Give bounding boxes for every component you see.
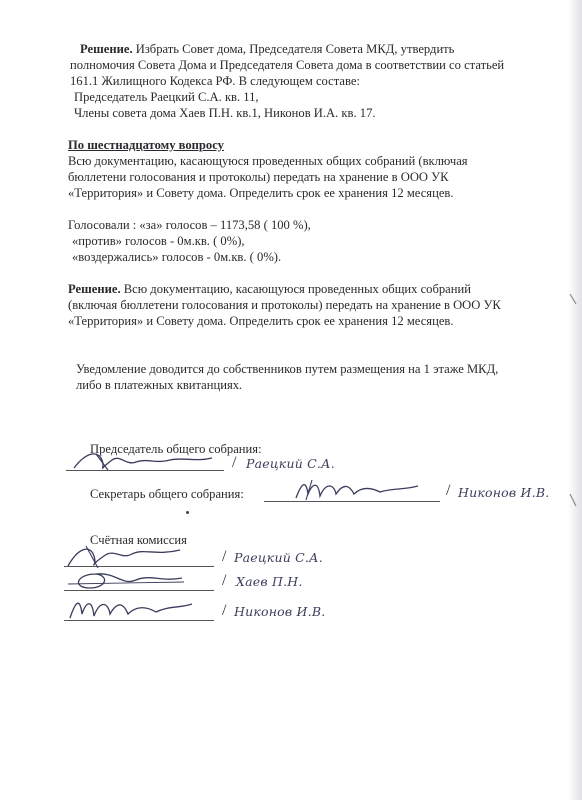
votes-for: Голосовали : «за» голосов – 1173,58 ( 100 %), bbox=[68, 218, 311, 232]
commission-member-2-name: Хаев П.Н. bbox=[236, 574, 303, 589]
resolution-text-1: Избрать Совет дома, Председателя Совета МКД, утвердить bbox=[132, 42, 455, 56]
commission-member-3-name: Никонов И.В. bbox=[234, 604, 326, 619]
secretary-separator: / bbox=[446, 482, 451, 499]
question16-heading: По шестнадцатому вопросу bbox=[68, 138, 224, 152]
commission-label: Счётная комиссия bbox=[90, 533, 187, 547]
question16-line-2: бюллетени голосования и протоколы) передать на хранение в ООО УК bbox=[68, 170, 449, 184]
commission-signature-3 bbox=[66, 594, 196, 622]
votes-abstained: «воздержались» голосов - 0м.кв. ( 0%). bbox=[72, 250, 282, 264]
punch-hole-icon bbox=[568, 492, 578, 508]
secretary-signature bbox=[292, 476, 422, 502]
resolution-label: Решение. bbox=[80, 42, 133, 56]
scan-mark-icon bbox=[568, 292, 578, 306]
ink-dot bbox=[186, 511, 189, 514]
commission-member-1-name: Раецкий С.А. bbox=[234, 550, 323, 565]
secretary-name-handwritten: Никонов И.В. bbox=[458, 485, 550, 500]
decision-line-2: (включая бюллетени голосования и протоколы) передать на хранение в ООО УК bbox=[68, 298, 501, 312]
chair-separator: / bbox=[232, 454, 237, 471]
decision-text-1: Всю документацию, касающуюся проведенных общих собраний bbox=[120, 282, 471, 296]
resolution-line-1 bbox=[80, 42, 454, 57]
resolution-line-4: Председатель Раецкий С.А. кв. 11, bbox=[74, 90, 259, 104]
votes-against: «против» голосов - 0м.кв. ( 0%), bbox=[72, 234, 245, 248]
chair-label: Председатель общего собрания: bbox=[90, 442, 262, 456]
resolution-line-5: Члены совета дома Хаев П.Н. кв.1, Никонов И.А. кв. 17. bbox=[74, 106, 376, 120]
commission-separator-3: / bbox=[222, 602, 227, 619]
commission-signature-2 bbox=[66, 566, 186, 594]
resolution-line-2: полномочия Совета Дома и Председателя Совета дома в соответствии со статьей bbox=[70, 58, 505, 72]
decision-line-1 bbox=[68, 282, 471, 297]
question16-line-3: «Территория» и Совету дома. Определить срок ее хранения 12 месяцев. bbox=[68, 186, 454, 200]
notice-line-2: либо в платежных квитанциях. bbox=[76, 378, 243, 392]
notice-line-1: Уведомление доводится до собственников путем размещения на 1 этаже МКД, bbox=[76, 362, 499, 376]
decision-line-3: «Территория» и Совету дома. Определить срок ее хранения 12 месяцев. bbox=[68, 314, 454, 328]
chair-name-handwritten: Раецкий С.А. bbox=[246, 456, 335, 471]
resolution-line-3: 161.1 Жилищного Кодекса РФ. В следующем составе: bbox=[70, 74, 360, 88]
chair-signature bbox=[66, 448, 216, 476]
commission-separator-2: / bbox=[222, 572, 227, 589]
decision-label: Решение. bbox=[68, 282, 121, 296]
commission-separator-1: / bbox=[222, 548, 227, 565]
page-edge-shadow bbox=[568, 0, 582, 800]
question16-line-1: Всю документацию, касающуюся проведенных общих собраний (включая bbox=[68, 154, 468, 168]
secretary-label: Секретарь общего собрания: bbox=[90, 487, 244, 501]
